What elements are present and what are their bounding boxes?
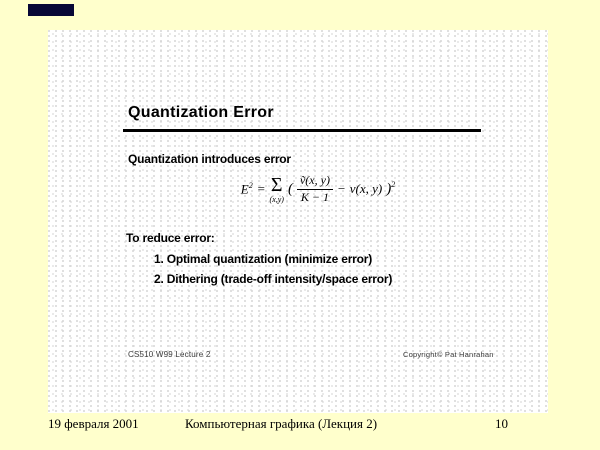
- title-underline: [123, 129, 481, 132]
- footer-date: 19 февраля 2001: [48, 416, 139, 431]
- reduce-error-heading: To reduce error:: [126, 231, 215, 245]
- slide-footer-course-info: CS510 W99 Lecture 2: [128, 350, 211, 359]
- slide-footer-copyright: Copyright© Pat Hanrahan: [403, 350, 494, 359]
- formula-open-paren: (: [287, 180, 293, 197]
- sigma-glyph: Σ: [270, 173, 283, 196]
- formula-lhs: [241, 181, 253, 197]
- formula-lhs-base: E: [240, 181, 249, 197]
- formula-second-term: v(x, y): [349, 181, 383, 197]
- formula-close-paren: [386, 180, 395, 198]
- list-item-optimal-quantization: 1. Optimal quantization (minimize error): [154, 252, 373, 266]
- footer-page-number: 10: [495, 416, 508, 431]
- list-item-dithering: 2. Dithering (trade-off intensity/space error): [154, 272, 393, 286]
- fraction-denominator: K − 1: [300, 189, 330, 204]
- top-left-mark: [28, 4, 74, 16]
- intro-line: Quantization introduces error: [128, 152, 291, 166]
- summation-symbol: [270, 175, 284, 204]
- footer-lecture-title: Компьютерная графика (Лекция 2): [185, 416, 378, 431]
- slide-title: Quantization Error: [128, 104, 274, 121]
- formula-lhs-exponent: 2: [248, 181, 253, 191]
- formula-fraction: [297, 174, 333, 205]
- quantization-error-formula: [198, 174, 438, 205]
- fraction-numerator: ṽ(x, y): [297, 174, 333, 190]
- sigma-subscript: (x,y): [269, 194, 284, 204]
- close-paren-glyph: ): [386, 181, 392, 198]
- formula-equals-sign: =: [256, 181, 266, 197]
- formula-minus-sign: −: [336, 181, 346, 197]
- slide: [48, 30, 548, 413]
- formula-outer-exponent: 2: [391, 180, 396, 190]
